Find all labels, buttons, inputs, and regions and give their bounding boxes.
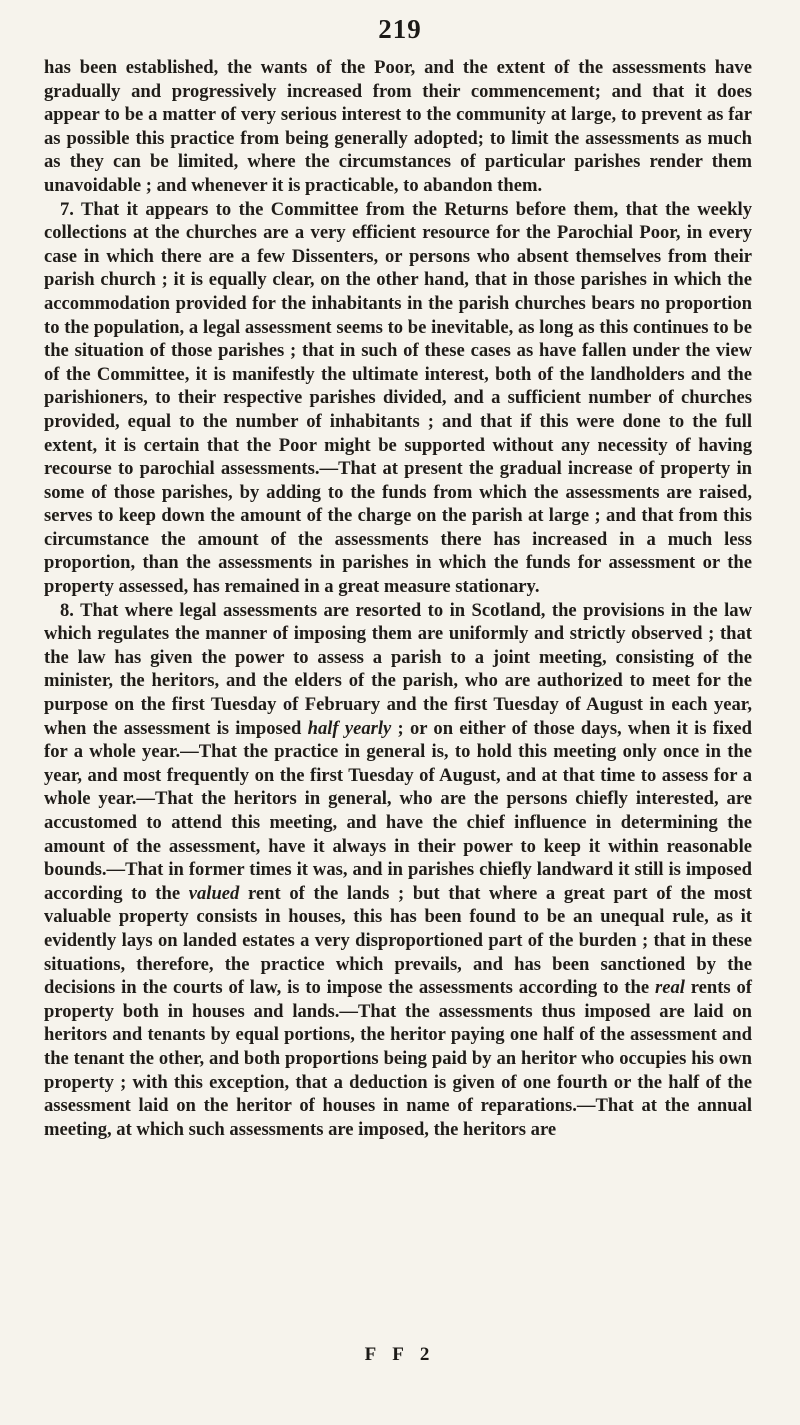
text-segment: rents of property both in houses and lands.—That the assessments thus imposed are laid on heritors and tenants by equal portions, the heritor paying one half of the assessment and the tenant the other, and both proportions being paid by an heritor who occupies his own property ; with this exception, that a deduction is given of one fourth or the half of the assessment laid on the heritor of houses in name of reparations.—That at the annual meeting, at which such assessments are imposed, the heritors are	[44, 977, 752, 1140]
paragraph-7	[44, 198, 752, 599]
text-segment: 7. That it appears to the Committee from the Returns before them, that the weekly collections at the churches are a very efficient resource for the Parochial Poor, in every case in which there are a few Dissenters, or persons who absent themselves from their parish church ; it is equally clear, on the other hand, that in those parishes in which the accommodation provided for the inhabitants in the parish churches bears no proportion to the population, a legal assessment seems to be inevitable, as long as this continues to be the situation of those parishes ; that in such of these cases as have fallen under the view of the Committee, it is manifestly the ultimate interest, both of the landholders and the parishioners, to their respective parishes divided, and a sufficient number of churches provided, equal to the number of inhabitants ; and that if this were done to the full extent, it is certain that the Poor might be supported without any necessity of having recourse to parochial assessments.—That at present the gradual increase of property in some of those parishes, by adding to the funds from which the assessments are raised, serves to keep down the amount of the charge on the parish at large ; and that from this circumstance the amount of the assessments there has increased in a much less proportion, than the assessments in parishes in which the funds for assessment or the property assessed, has remained in a great measure stationary.	[44, 198, 752, 598]
body-text	[44, 56, 752, 1141]
text-segment: has been established, the wants of the Poor, and the extent of the assessments have gradually and progressively increased from their commencement; and that it does appear to be a matter of very serious interest to the community at large, to prevent as far as possible this practice from being generally adopted; to limit the assessments as much as they can be limited, where the circumstances of particular parishes render them unavoidable ; and whenever it is practicable, to abandon them.	[44, 57, 752, 196]
signature-mark: F F 2	[364, 1344, 436, 1365]
page-number: 219	[378, 14, 422, 44]
paragraph-8	[44, 599, 752, 1142]
text-segment: ; or on either of those days, when it is fixed for a whole year.—That the practice in general is, to hold this meeting only once in the year, and most frequently on the first Tuesday of August, and at that time to assess for a whole year.—That the heritors in general, who are the persons chiefly interested, are accustomed to attend this meeting, and have the chief influence in determining the amount of the assessment, have it always in their power to keep it within reasonable bounds.—That in former times it was, and in parishes chiefly landward it still is imposed according to the	[44, 717, 753, 904]
text-segment: rent of the lands ; but that where a great part of the most valuable property consists in houses, this has been found to be an unequal rule, as it evidently lays on landed estates a very disproportioned part of the burden ; that in these situations, therefore, the practice which prevails, and has been sanctioned by the decisions in the courts of law, is to impose the assessments according to the	[44, 882, 752, 999]
italic-text: half yearly	[307, 717, 392, 739]
text-segment: 8. That where legal assessments are resorted to in Scotland, the provisions in the law which regulates the manner of imposing them are uniformly and strictly observed ; that the law has given the power to assess a parish to a joint meeting, consisting of the minister, the heritors, and the elders of the parish, who are authorized to meet for the purpose on the first Tuesday of February and the first Tuesday of August in each year, when the assessment is imposed	[44, 599, 752, 739]
italic-text: valued	[188, 882, 240, 904]
paragraph-continuation	[44, 56, 752, 198]
italic-text: real	[654, 977, 685, 999]
